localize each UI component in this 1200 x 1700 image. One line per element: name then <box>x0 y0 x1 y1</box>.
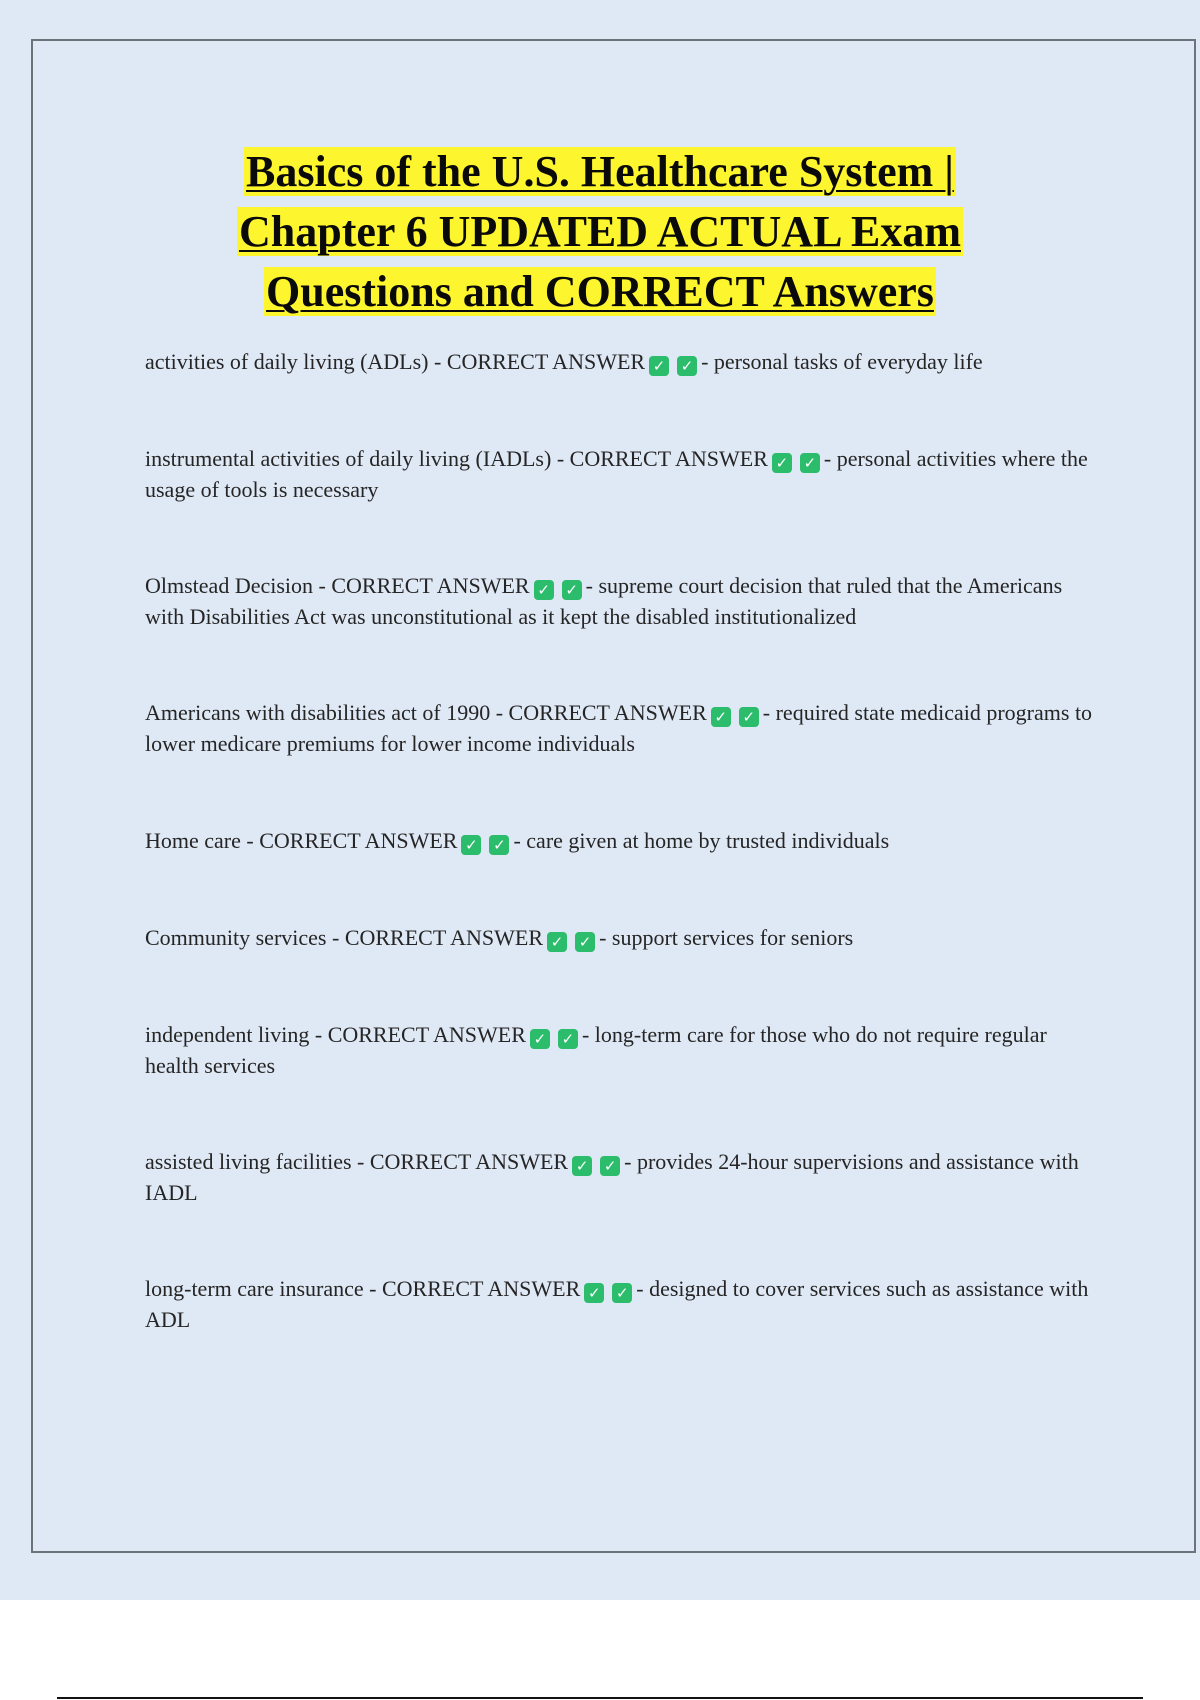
entry-definition: personal activities where the usage of tools is necessary <box>145 446 1088 502</box>
qa-entry: Home care - CORRECT ANSWER ✓ ✓ - care given at home by trusted individuals <box>145 828 890 854</box>
qa-entry: Americans with disabilities act of 1990 - CORRECT ANSWER ✓ ✓ - required state medicaid programs to lower medicare premiums for lower income individuals <box>145 700 1093 756</box>
answer-marker: CORRECT ANSWER <box>259 828 458 853</box>
check-box-icon: ✓ <box>547 932 567 952</box>
entry-term: Olmstead Decision <box>145 573 314 598</box>
qa-entry: long-term care insurance - CORRECT ANSWER ✓ ✓ - designed to cover services such as assistance with ADL <box>145 1276 1089 1332</box>
title-line-2: Chapter 6 UPDATED ACTUAL Exam <box>239 207 961 256</box>
entry-definition: support services for seniors <box>611 925 854 950</box>
entry-definition: required state medicaid programs to lower medicare premiums for lower income individuals <box>145 700 1093 756</box>
check-box-icon: ✓ <box>562 580 582 600</box>
check-box-icon: ✓ <box>772 453 792 473</box>
answer-marker: CORRECT ANSWER <box>369 1149 569 1174</box>
check-box-icon: ✓ <box>534 580 554 600</box>
qa-entry: activities of daily living (ADLs) - CORRECT ANSWER ✓ ✓ - personal tasks of everyday life <box>145 349 983 375</box>
qa-entry: independent living - CORRECT ANSWER ✓ ✓ - long-term care for those who do not require regular health services <box>145 1022 1047 1078</box>
check-box-icon: ✓ <box>530 1029 550 1049</box>
entry-term: independent living <box>145 1022 310 1047</box>
entry-term: Community services <box>145 925 327 950</box>
entry-definition: designed to cover services such as assistance with ADL <box>145 1276 1089 1332</box>
check-box-icon: ✓ <box>572 1156 592 1176</box>
check-box-icon: ✓ <box>800 453 820 473</box>
title-line-3: Questions and CORRECT Answers <box>266 267 934 316</box>
qa-entry: Community services - CORRECT ANSWER ✓ ✓ - support services for seniors <box>145 925 854 951</box>
check-box-icon: ✓ <box>461 835 481 855</box>
entry-term: Americans with disabilities act of 1990 <box>145 700 491 725</box>
answer-marker: CORRECT ANSWER <box>382 1276 581 1301</box>
entry-definition: care given at home by trusted individuals <box>526 828 890 853</box>
entry-definition: long-term care for those who do not require regular health services <box>145 1022 1047 1078</box>
footer-divider <box>57 1697 1143 1699</box>
answer-marker: CORRECT ANSWER <box>569 446 768 471</box>
check-box-icon: ✓ <box>600 1156 620 1176</box>
check-box-icon: ✓ <box>711 707 731 727</box>
answer-marker: CORRECT ANSWER <box>344 925 544 950</box>
qa-entry: Olmstead Decision - CORRECT ANSWER ✓ ✓ - supreme court decision that ruled that the Americans with Disabilities Act was unconstitutional as it kept the disabled institutionalized <box>145 573 1063 629</box>
answer-marker: CORRECT ANSWER <box>508 700 707 725</box>
title-line-1: Basics of the U.S. Healthcare System | <box>246 147 954 196</box>
qa-entry: instrumental activities of daily living (IADLs) - CORRECT ANSWER ✓ ✓ - personal activities where the usage of tools is necessary <box>145 446 1088 502</box>
answer-marker: CORRECT ANSWER <box>331 573 530 598</box>
entry-definition: personal tasks of everyday life <box>713 349 983 374</box>
check-box-icon: ✓ <box>612 1283 632 1303</box>
check-box-icon: ✓ <box>584 1283 604 1303</box>
entry-term: Home care <box>145 828 241 853</box>
check-box-icon: ✓ <box>739 707 759 727</box>
entry-term: instrumental activities of daily living (IADLs) <box>145 446 552 471</box>
entry-term: long-term care insurance <box>145 1276 364 1301</box>
qa-entry: assisted living facilities - CORRECT ANSWER ✓ ✓ - provides 24-hour supervisions and assistance with IADL <box>145 1149 1079 1205</box>
entry-term: assisted living facilities <box>145 1149 352 1174</box>
entry-term: activities of daily living (ADLs) <box>145 349 429 374</box>
check-box-icon: ✓ <box>677 356 697 376</box>
document-title <box>60 142 1140 322</box>
check-box-icon: ✓ <box>649 356 669 376</box>
check-box-icon: ✓ <box>575 932 595 952</box>
check-box-icon: ✓ <box>489 835 509 855</box>
check-box-icon: ✓ <box>558 1029 578 1049</box>
answer-marker: CORRECT ANSWER <box>446 349 646 374</box>
entry-definition: supreme court decision that ruled that the Americans with Disabilities Act was unconstitutional as it kept the disabled institutionalized <box>145 573 1063 629</box>
entry-definition: provides 24-hour supervisions and assistance with IADL <box>145 1149 1079 1205</box>
answer-marker: CORRECT ANSWER <box>327 1022 526 1047</box>
